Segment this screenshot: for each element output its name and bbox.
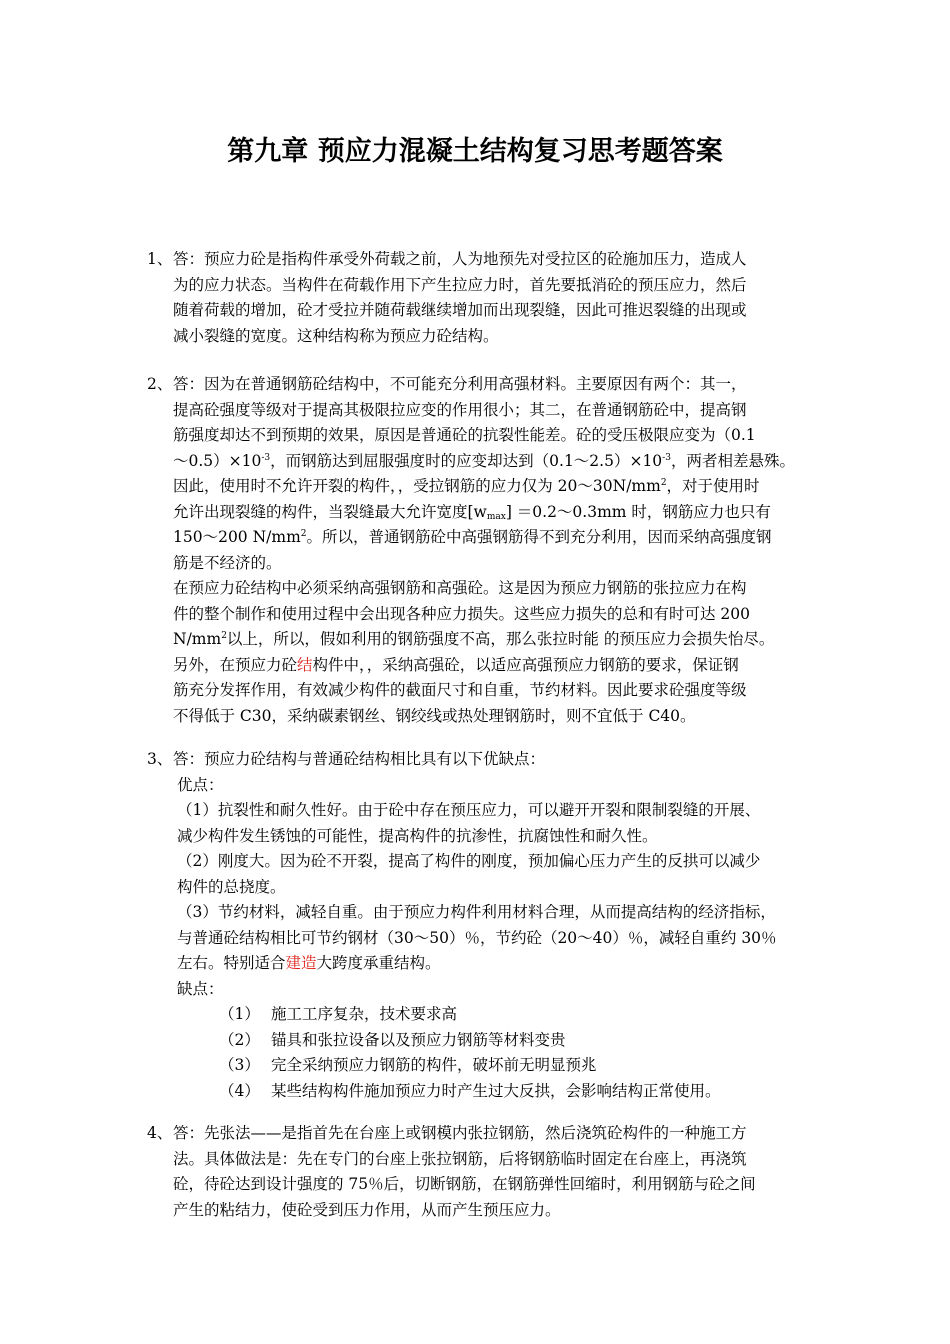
- list-item: [173, 1028, 827, 1054]
- answer-body: [173, 1121, 827, 1223]
- text-line: [173, 474, 827, 500]
- text-line: [173, 951, 827, 977]
- subscript: max: [486, 511, 506, 522]
- text-span: 允许出现裂缝的构件，当裂缝最大允许宽度[w: [173, 502, 487, 521]
- text-span: 150～200 N/mm: [173, 528, 301, 546]
- text-span: 构件中，，采纳高强砼，以适应高强预应力钢筋的要求，保证钢: [312, 655, 739, 674]
- pros-label: 优点：: [177, 775, 224, 794]
- superscript: -3: [261, 452, 271, 463]
- text-line: [173, 653, 827, 679]
- text-line: 为的应力状态。当构件在荷载作用下产生拉应力时，首先要抵消砼的预压应力，然后: [173, 275, 747, 294]
- item-text: 某些结构构件施加预应力时产生过大反拱，会影响结构正常使用。: [271, 1081, 721, 1100]
- text-line: [173, 500, 827, 526]
- text-span: N/mm: [173, 630, 222, 648]
- page-title: 第九章 预应力混凝土结构复习思考题答案: [227, 136, 723, 167]
- text-span: ，两者相差悬殊。: [670, 451, 795, 470]
- text-line: 法。具体做法是：先在专门的台座上张拉钢筋，后将钢筋临时固定在台座上，再浇筑: [173, 1149, 747, 1168]
- text-line: 筋是不经济的。: [173, 553, 282, 572]
- text-line: 筋强度却达不到预期的效果，原因是普通砼的抗裂性能差。砼的受压极限应变为（0.1: [173, 426, 756, 444]
- item-number: （4）: [219, 1081, 260, 1100]
- text-span: 大跨度承重结构。: [316, 954, 441, 972]
- text-line: 在预应力砼结构中必须采纳高强钢筋和高强砼。这是因为预应力钢筋的张拉应力在构: [173, 579, 747, 597]
- text-line: 随着荷载的增加，砼才受拉并随荷载继续增加而出现裂缝，因此可推迟裂缝的出现或: [173, 301, 747, 319]
- text-line: 筋充分发挥作用，有效减少构件的截面尺寸和自重，节约材料。因此要求砼强度等级: [173, 681, 747, 699]
- text-line: （3）节约材料，减轻自重。由于预应力构件利用材料合理，从而提高结构的经济指标，: [177, 903, 776, 921]
- text-line: （1）抗裂性和耐久性好。由于砼中存在预压应力，可以避开开裂和限制裂缝的开展、: [177, 801, 761, 819]
- item-number: （1）: [219, 1005, 260, 1023]
- text-line: 构件的总挠度。: [177, 877, 286, 896]
- text-line: [173, 627, 827, 653]
- answer-number: 3、: [147, 750, 173, 768]
- text-line: 产生的粘结力，使砼受到压力作用，从而产生预压应力。: [173, 1200, 561, 1219]
- text-line: 砼，待砼达到设计强度的 75％后，切断钢筋，在钢筋弹性回缩时，利用钢筋与砼之间: [173, 1175, 756, 1193]
- answer-number: 2、: [147, 375, 173, 393]
- list-item: [173, 1053, 827, 1079]
- superscript: 2: [300, 529, 307, 539]
- answer-body: [173, 372, 827, 729]
- text-line: 件的整个制作和使用过程中会出现各种应力损失。这些应力损失的总和有时可达 200: [173, 604, 751, 623]
- cons-label: 缺点：: [177, 979, 224, 998]
- highlighted-text: 结: [297, 655, 313, 674]
- text-line: 答：预应力砼是指构件承受外荷载之前，人为地预先对受拉区的砼施加压力，造成人: [173, 250, 747, 268]
- item-number: （3）: [219, 1056, 260, 1074]
- text-line: 提高砼强度等级对于提高其极限拉应变的作用很小；其二，在普通钢筋砼中，提高钢: [173, 400, 747, 419]
- text-line: 不得低于 C30，采纳碳素钢丝、钢绞线或热处理钢筋时，则不宜低于 C40。: [173, 706, 696, 725]
- text-span: 。所以，普通钢筋砼中高强钢筋得不到充分利用，因而采纳高强度钢: [306, 528, 772, 546]
- item-text: 完全采纳预应力钢筋的构件，破坏前无明显预兆: [271, 1056, 597, 1074]
- text-line: 减小裂缝的宽度。这种结构称为预应力砼结构。: [173, 326, 499, 345]
- highlighted-text: 建造: [285, 954, 317, 972]
- text-span: ～0.5）×10: [173, 451, 262, 470]
- text-line: 减少构件发生锈蚀的可能性，提高构件的抗渗性，抗腐蚀性和耐久性。: [177, 826, 658, 845]
- text-span: ] ＝0.2～0.3mm 时，钢筋应力也只有: [505, 502, 771, 521]
- list-item: [173, 1079, 827, 1105]
- list-item: [173, 1002, 827, 1028]
- superscript: 2: [660, 478, 667, 488]
- text-line: 答：先张法——是指首先在台座上或钢模内张拉钢筋，然后浇筑砼构件的一种施工方: [173, 1124, 747, 1142]
- text-span: ，对于使用时: [666, 477, 760, 495]
- text-span: 另外，在预应力砼: [173, 655, 298, 674]
- item-number: （2）: [219, 1030, 260, 1049]
- answer-number: 1、: [147, 250, 173, 268]
- item-text: 锚具和张拉设备以及预应力钢筋等材料变贵: [271, 1030, 566, 1049]
- text-span: 左右。特别适合: [177, 954, 286, 972]
- text-span: 因此，使用时不允许开裂的构件，，受拉钢筋的应力仅为 20～30N/mm: [173, 477, 661, 495]
- answer-body: [173, 747, 827, 1104]
- text-span: 以上，所以，假如利用的钢筋强度不高，那么张拉时能 的预压应力会损失怡尽。: [226, 630, 775, 648]
- superscript: -3: [662, 452, 671, 463]
- answer-body: [173, 247, 827, 349]
- text-line: 答：预应力砼结构与普通砼结构相比具有以下优缺点：: [173, 750, 546, 768]
- superscript: 2: [221, 631, 227, 641]
- text-line: 与普通砼结构相比可节约钢材（30～50）％，节约砼（20～40）％，减轻自重约 30％: [177, 928, 777, 947]
- text-span: ，而钢筋达到屈服强度时的应变却达到（0.1～2.5）×10: [270, 451, 663, 470]
- text-line: [173, 525, 827, 551]
- item-text: 施工工序复杂，技术要求高: [271, 1005, 458, 1023]
- text-line: [173, 449, 827, 475]
- text-line: 答：因为在普通钢筋砼结构中，不可能充分利用高强材料。主要原因有两个：其一，: [173, 375, 747, 393]
- answer-number: 4、: [147, 1124, 173, 1142]
- text-line: （2）刚度大。因为砼不开裂，提高了构件的刚度，预加偏心压力产生的反拱可以减少: [177, 852, 761, 870]
